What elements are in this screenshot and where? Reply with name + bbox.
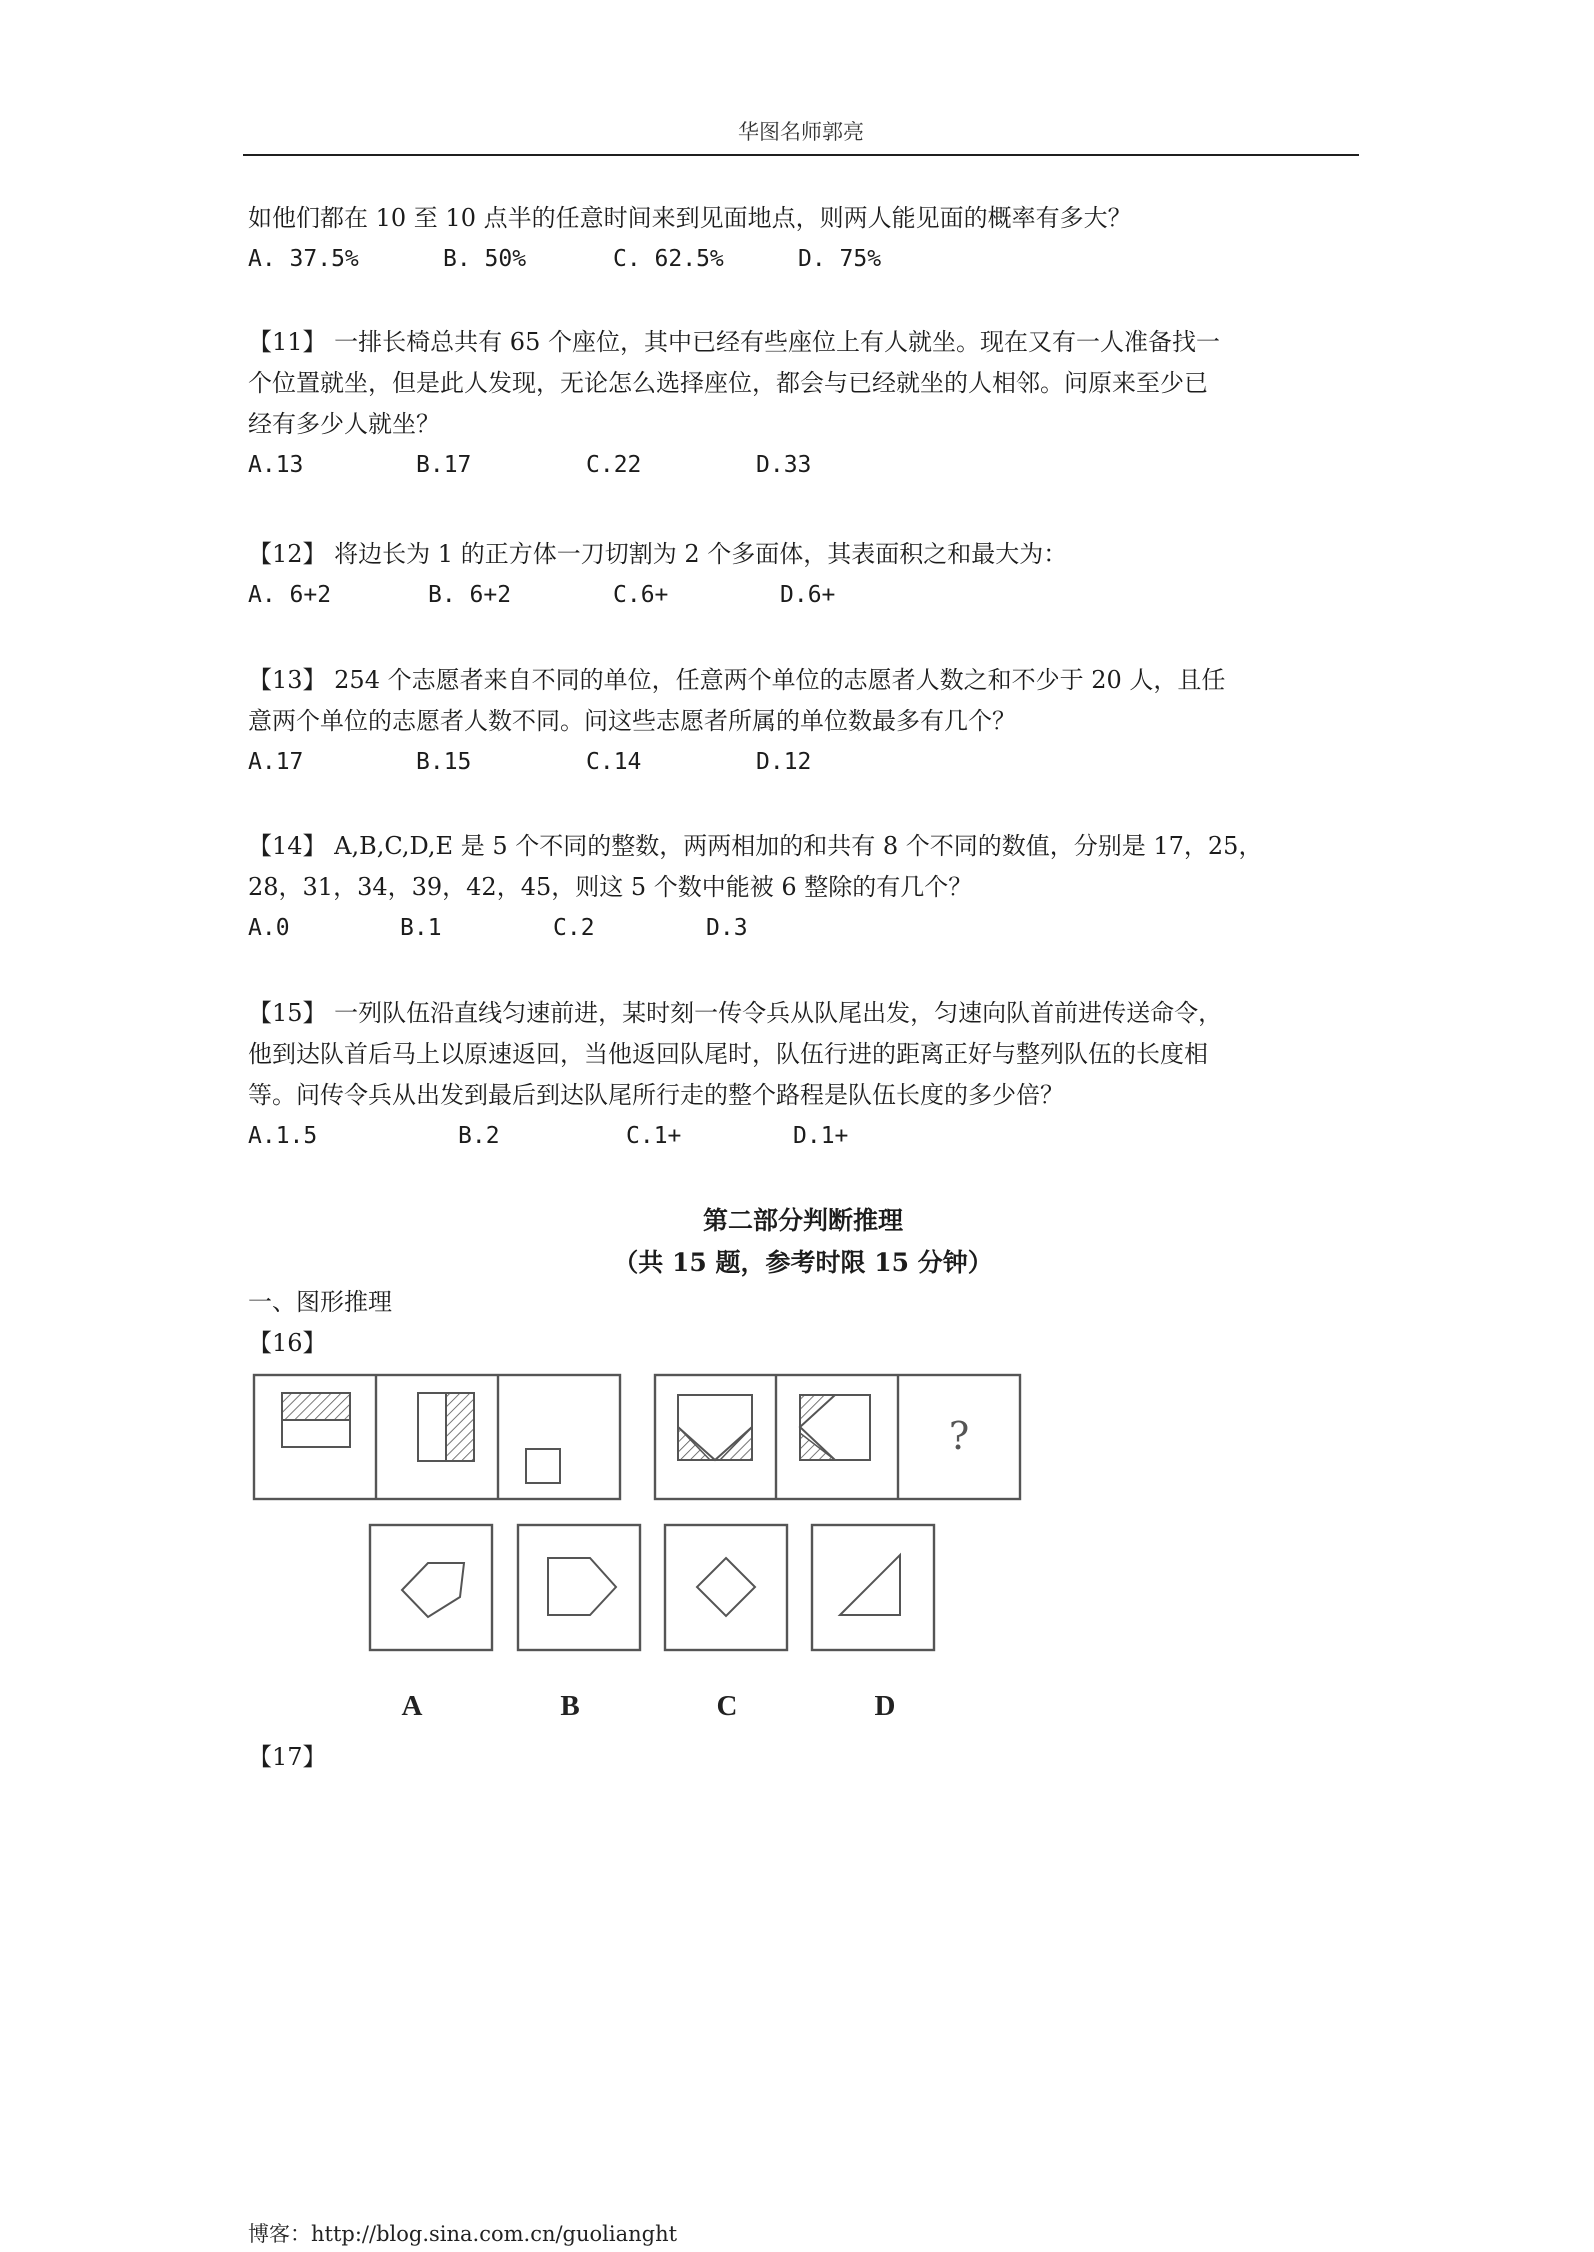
question-15 — [248, 993, 1358, 1156]
question-line: 如他们都在 10 至 10 点半的任意时间来到见面地点，则两人能见面的概率有多大？ — [248, 204, 1132, 232]
option-c: C.6+ — [613, 582, 669, 608]
option-b: B.1 — [400, 915, 442, 941]
answer-box-d — [812, 1525, 934, 1650]
question-14 — [248, 826, 1358, 948]
option-a: A.13 — [248, 452, 304, 478]
question-line: 个位置就坐，但是此人发现，无论怎么选择座位，都会与已经就坐的人相邻。问原来至少已 — [248, 369, 1208, 397]
options-row — [248, 1116, 1358, 1156]
cell-1-figure — [282, 1393, 350, 1447]
options-row — [248, 908, 1358, 948]
question-line: 意两个单位的志愿者人数不同。问这些志愿者所属的单位数最多有几个？ — [248, 707, 1016, 735]
option-a: A.17 — [248, 749, 304, 775]
options-row — [248, 239, 1358, 279]
answer-box-a — [370, 1525, 492, 1650]
question-line: 28，31，34，39，42，45，则这 5 个数中能被 6 整除的有几个？ — [248, 873, 973, 901]
question-line: 等。问传令兵从出发到最后到达队尾所行走的整个路程是队伍长度的多少倍？ — [248, 1081, 1064, 1109]
answer-label-d: D — [874, 1690, 896, 1722]
question-10-tail — [248, 198, 1358, 279]
option-d: D.3 — [706, 915, 748, 941]
answer-label-b: B — [560, 1690, 580, 1722]
answer-label-c: C — [716, 1690, 738, 1722]
section-title: 第二部分判断推理 — [702, 1206, 903, 1235]
question-line: 他到达队首后马上以原速返回，当他返回队尾时，队伍行进的距离正好与整列队伍的长度相 — [248, 1040, 1208, 1068]
option-c: C.22 — [586, 452, 642, 478]
option-d: D.12 — [756, 749, 812, 775]
question-line: 【13】 254 个志愿者来自不同的单位，任意两个单位的志愿者人数之和不少于 20 人，且任 — [248, 666, 1226, 694]
answer-b-shape — [548, 1558, 616, 1615]
question-13 — [248, 660, 1358, 782]
section-subtitle: （共 15 题，参考时限 15 分钟） — [613, 1248, 993, 1277]
sub-heading: 一、图形推理 — [248, 1288, 392, 1316]
options-row — [248, 575, 1358, 615]
option-b: B. 50% — [443, 246, 527, 272]
page-header: 华图名师郭亮 — [243, 118, 1359, 156]
option-a: A.0 — [248, 915, 290, 941]
cell-5-figure — [678, 1395, 752, 1460]
question-line: 【11】 一排长椅总共有 65 个座位，其中已经有些座位上有人就坐。现在又有一人准备找一 — [248, 328, 1220, 356]
page-footer: 博客：http://blog.sina.com.cn/guolianght — [248, 2222, 678, 2246]
option-b: B.15 — [416, 749, 472, 775]
option-b: B.17 — [416, 452, 472, 478]
option-c: C.14 — [586, 749, 642, 775]
figure-svg — [240, 1365, 1040, 1725]
option-c: C.1+ — [626, 1123, 682, 1149]
option-c: C.2 — [553, 915, 595, 941]
answer-label-a: A — [401, 1690, 423, 1722]
option-a: A. 6+2 — [248, 582, 332, 608]
answer-box-b — [518, 1525, 640, 1650]
cell-6-figure — [800, 1395, 870, 1460]
question-line: 经有多少人就坐？ — [248, 410, 440, 438]
answer-c-shape — [697, 1558, 755, 1616]
question-16-label: 【16】 — [248, 1329, 327, 1357]
option-a: A.1.5 — [248, 1123, 318, 1149]
answer-box-c — [665, 1525, 787, 1650]
option-b: B.2 — [458, 1123, 500, 1149]
answer-d-shape — [840, 1555, 900, 1615]
option-c: C. 62.5% — [613, 246, 724, 272]
question-12 — [248, 534, 1358, 615]
cell-2-figure — [418, 1393, 474, 1461]
question-line: 【14】 A,B,C,D,E 是 5 个不同的整数，两两相加的和共有 8 个不同的数值，分别是 17，25， — [248, 832, 1263, 860]
question-11 — [248, 322, 1358, 485]
question-line: 【12】 将边长为 1 的正方体一刀切割为 2 个多面体，其表面积之和最大为： — [248, 540, 1068, 568]
option-d: D.6+ — [780, 582, 836, 608]
option-b: B. 6+2 — [428, 582, 512, 608]
option-d: D. 75% — [798, 246, 882, 272]
question-line: 【15】 一列队伍沿直线匀速前进，某时刻一传令兵从队尾出发，匀速向队首前进传送命令， — [248, 999, 1223, 1027]
question-mark: ? — [948, 1414, 970, 1458]
option-a: A. 37.5% — [248, 246, 359, 272]
cell-3-figure — [526, 1449, 560, 1483]
option-d: D.33 — [756, 452, 812, 478]
options-row — [248, 445, 1358, 485]
figure-q16 — [240, 1365, 1040, 1729]
option-d: D.1+ — [793, 1123, 849, 1149]
answer-a-shape — [402, 1563, 464, 1617]
question-17-label: 【17】 — [248, 1743, 327, 1771]
options-row — [248, 742, 1358, 782]
